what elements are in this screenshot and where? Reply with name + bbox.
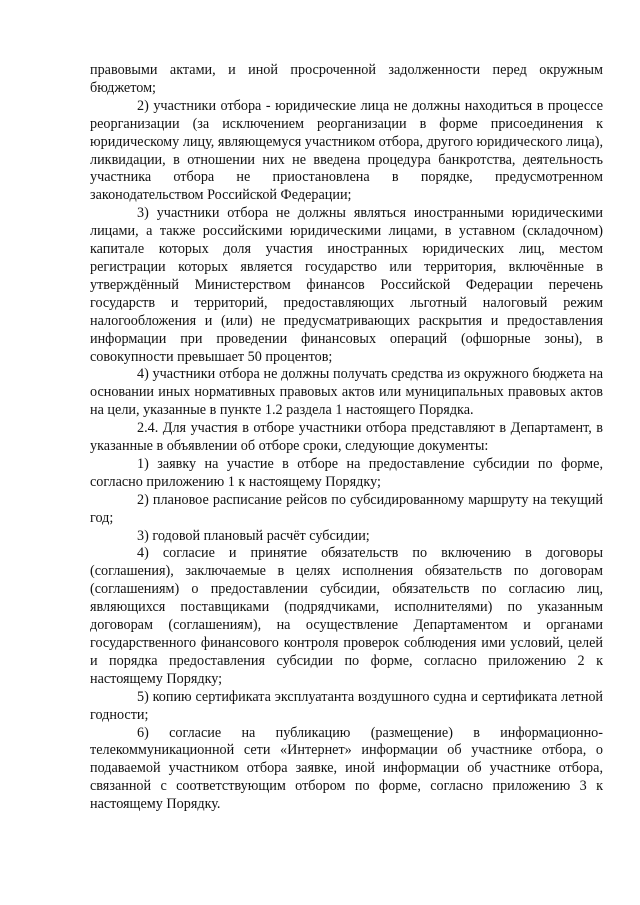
paragraph-doc-item-3: 3) годовой плановый расчёт субсидии; — [137, 527, 370, 544]
paragraph-doc-item-6: 6) согласие на публикацию (размещение) в информационно-телекоммуникационной сети «Интернет» информации об участнике отбора, о подаваемой участником отбора заявке, иной информации об участнике отбора, связанной с соответствующим отбором по форме, согласно приложению 3 к настоящему Порядку. — [90, 724, 603, 813]
document-page — [90, 62, 603, 814]
paragraph-doc-item-4: 4) согласие и принятие обязательств по включению в договоры (соглашения), заключаемые в целях исполнения обязательств по договорам (соглашениям) о предоставлении субсидии, обязательств по согласию лиц, являющихся поставщиками (подрядчиками, исполнителями) по указанным договорам (соглашениям), на осуществление Департаментом и органами государственного финансового контроля проверок соблюдения ими условий, целей и порядка предоставления субсидии по форме, согласно приложению 2 к настоящему Порядку; — [90, 545, 603, 687]
paragraph-item-3: 3) участники отбора не должны являться иностранными юридическими лицами, а также российскими юридическими лицами, в уставном (складочном) капитале которых доля участия иностранных юридических лиц, местом регистрации которых является государство или территория, включённые в утверждённый Министерством финансов Российской Федерации перечень государств и территорий, предоставляющих льготный налоговый режим налогообложения и (или) не предусматривающих раскрытия и предоставления информации при проведении финансовых операций (офшорные зоны), в совокупности превышает 50 процентов; — [90, 205, 603, 365]
paragraph-doc-item-5: 5) копию сертификата эксплуатанта воздушного судна и сертификата летной годности; — [90, 688, 603, 723]
paragraph-doc-item-1: 1) заявку на участие в отборе на предоставление субсидии по форме, согласно приложению 1 к настоящему Порядку; — [90, 455, 603, 490]
paragraph-clause-2-4: 2.4. Для участия в отборе участники отбора представляют в Департамент, в указанные в объявлении об отборе сроки, следующие документы: — [90, 420, 603, 455]
paragraph-item-4: 4) участники отбора не должны получать средства из окружного бюджета на основании иных нормативных правовых актов или муниципальных правовых актов на цели, указанные в пункте 1.2 раздела 1 настоящего Порядка. — [90, 366, 603, 419]
paragraph-doc-item-2: 2) плановое расписание рейсов по субсидированному маршруту на текущий год; — [90, 491, 603, 526]
paragraph-continuation: правовыми актами, и иной просроченной задолженности перед окружным бюджетом; — [90, 62, 603, 96]
paragraph-item-2: 2) участники отбора - юридические лица не должны находиться в процессе реорганизации (за исключением реорганизации в форме присоединения к юридическому лицу, являющемуся участником отбора, другого юридического лица), ликвидации, в отношении них не введена процедура банкротства, деятельность участника отбора не приостановлена в порядке, предусмотренном законодательством Российской Федерации; — [90, 97, 603, 204]
